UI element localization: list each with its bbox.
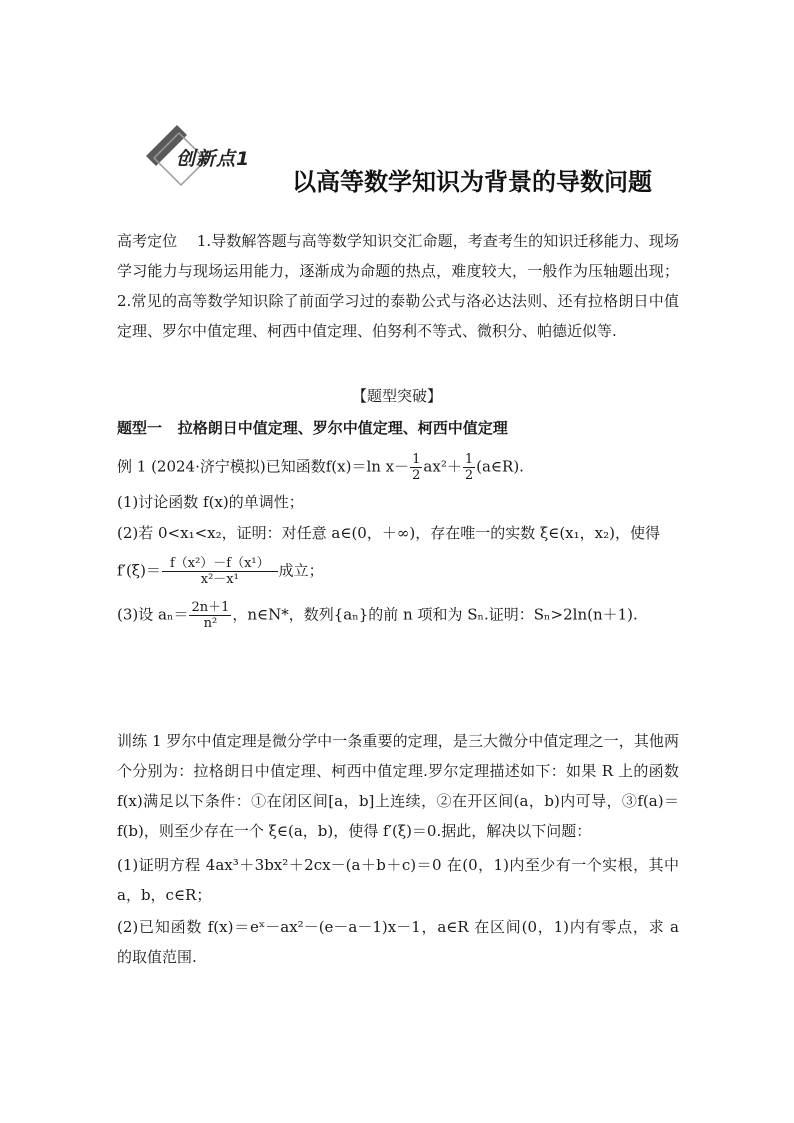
section-badge xyxy=(146,125,276,187)
training1-q2: (2)已知函数 f(x)＝eˣ－ax²－(e－a－1)x－1，a∈R 在区间(0，1)内有零点，求 a 的取值范围. xyxy=(117,918,679,966)
q2-fraction xyxy=(162,556,278,587)
q3-pre: (3)设 aₙ＝ xyxy=(117,605,189,624)
intro-label: 高考定位 xyxy=(117,232,178,250)
example1-q2: (2)若 0<x₁<x₂，证明：对任意 a∈(0，＋∞)，存在唯一的实数 ξ∈(x₁，x₂)，使得 xyxy=(117,524,660,542)
page-title: 以高等数学知识为背景的导数问题 xyxy=(292,168,652,196)
intro-paragraph xyxy=(117,226,679,346)
q3-den: n² xyxy=(203,616,218,631)
training1-q1: (1)证明方程 4ax³＋3bx²＋2cx－(a＋b＋c)＝0 在(0，1)内至少有一个实根，其中 a，b，c∈R； xyxy=(117,856,679,904)
type1-label: 题型一 xyxy=(117,419,163,437)
type1-title: 拉格朗日中值定理、罗尔中值定理、柯西中值定理 xyxy=(177,419,508,437)
example1-prefix: 例 1 (2024·济宁模拟)已知函数 xyxy=(117,457,326,476)
badge-label: 创新点1 xyxy=(176,148,251,170)
q3-post: ，n∈N*，数列{aₙ}的前 n 项和为 Sₙ.证明：Sₙ>2ln(n＋1). xyxy=(232,605,638,624)
half-den-2: 2 xyxy=(464,468,474,483)
q2-num: f（x²）－f（x¹） xyxy=(162,556,278,572)
q2-lhs: f′(ξ)＝ xyxy=(117,561,161,580)
half-fraction-2 xyxy=(463,452,475,483)
example1-q2-formula xyxy=(117,556,324,587)
example1-term: ax²＋ xyxy=(423,457,462,476)
type1-heading xyxy=(117,418,508,438)
training1-paragraph: 训练 1 罗尔中值定理是微分学中一条重要的定理，是三大微分中值定理之一，其他两个分别为：拉格朗日中值定理、柯西中值定理.罗尔定理描述如下：如果 R 上的函数 f(x)满足以下条件：①在闭区间[a，b]上连续，②在开区间(a，b)内可导，③f(a)＝f(b)，则至少存在一个 ξ∈(a，b)，使得 f′(ξ)＝0.据此，解决以下问题： xyxy=(117,732,679,840)
example1-q3 xyxy=(117,600,638,631)
q2-den: x²－x¹ xyxy=(200,572,239,587)
section-heading: 【题型突破】 xyxy=(351,387,442,405)
half-fraction xyxy=(410,452,422,483)
example1-statement xyxy=(117,452,524,483)
q3-fraction xyxy=(189,600,231,631)
half-den: 2 xyxy=(412,468,421,483)
example1-suffix: (a∈R). xyxy=(476,457,524,476)
intro-text: 1.导数解答题与高等数学知识交汇命题，考查考生的知识迁移能力、现场学习能力与现场运用能力，逐渐成为命题的热点，难度较大，一般作为压轴题出现；2.常见的高等数学知识除了前面学习过的泰勒公式与洛必达法则、还有拉格朗日中值定理、罗尔中值定理、柯西中值定理、伯努利不等式、微积分、帕德近似等. xyxy=(117,232,679,340)
q2-tail: 成立； xyxy=(278,561,324,580)
half-num-2: 1 xyxy=(464,452,474,467)
half-num: 1 xyxy=(412,452,421,467)
example1-func: f(x)＝ln x－ xyxy=(325,457,410,476)
q3-num: 2n＋1 xyxy=(191,600,230,615)
example1-q1: (1)讨论函数 f(x)的单调性； xyxy=(117,493,304,511)
